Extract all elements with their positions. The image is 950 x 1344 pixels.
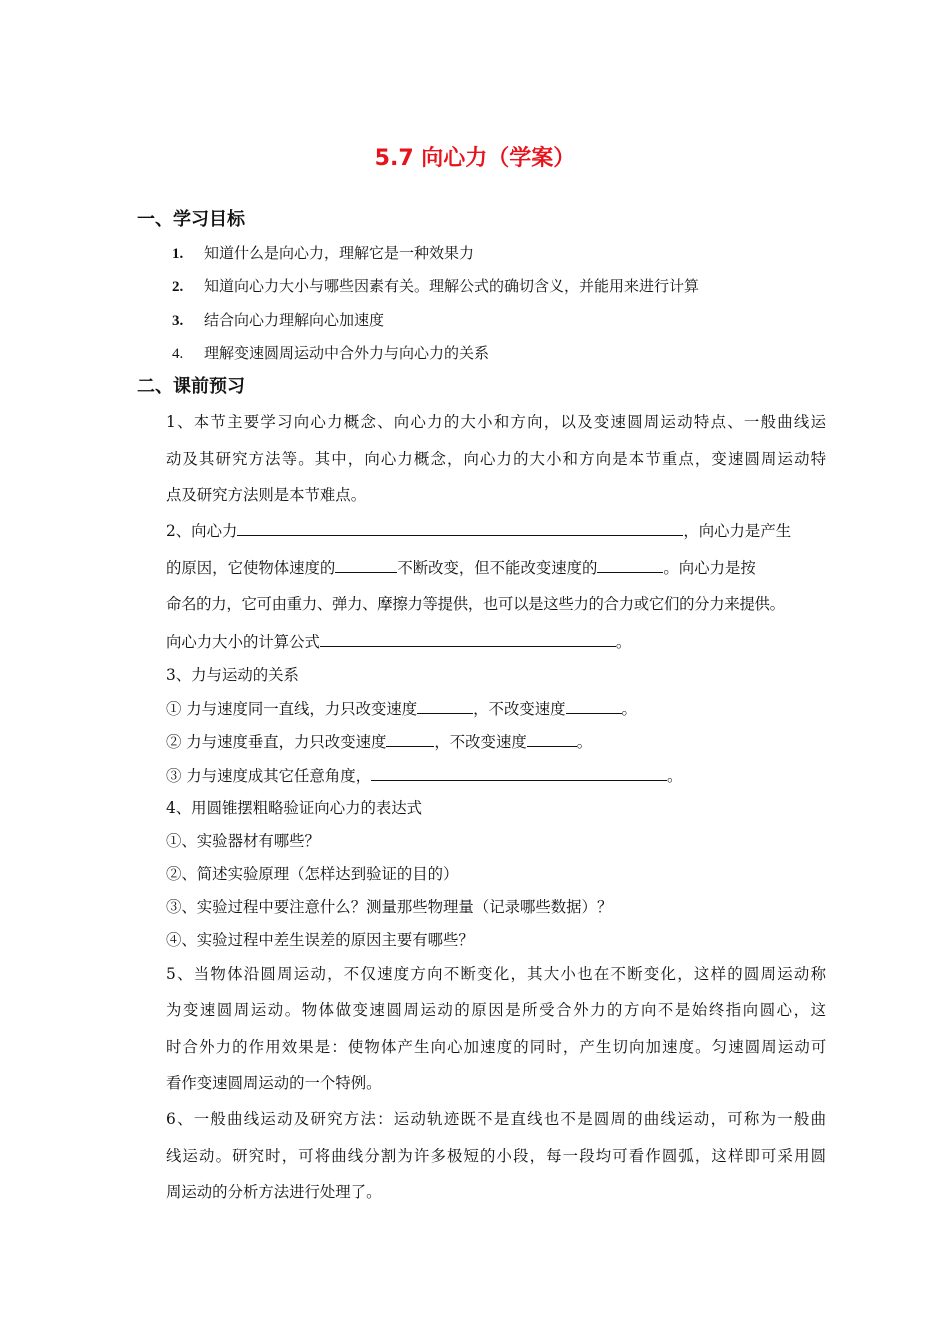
paragraph-line: ②、简述实验原理（怎样达到验证的目的） xyxy=(166,865,459,883)
paragraph-line: 3、力与运动的关系 xyxy=(166,666,299,684)
paragraph-line: 看作变速圆周运动的一个特例。 xyxy=(166,1074,382,1092)
fill-in-line xyxy=(166,630,826,653)
answer-blank[interactable] xyxy=(566,697,622,714)
objective-item xyxy=(172,242,474,265)
item-number: 3. xyxy=(172,313,184,329)
paragraph-line: 为变速圆周运动。物体做变速圆周运动的原因是所受合外力的方向不是始终指向圆心，这 xyxy=(166,1001,826,1019)
paragraph-line: 点及研究方法则是本节难点。 xyxy=(166,486,367,504)
item-text: 结合向心力理解向心加速度 xyxy=(204,311,385,329)
text-fragment: ② 力与速度垂直，力只改变速度 xyxy=(166,733,387,751)
paragraph-line: 6、一般曲线运动及研究方法：运动轨迹既不是直线也不是圆周的曲线运动，可称为一般曲 xyxy=(166,1110,826,1128)
answer-blank[interactable] xyxy=(417,697,473,714)
item-text: 理解变速圆周运动中合外力与向心力的关系 xyxy=(204,344,490,362)
paragraph-line: ①、实验器材有哪些？ xyxy=(166,832,320,850)
objective-item xyxy=(172,342,489,365)
paragraph-line: 5、当物体沿圆周运动，不仅速度方向不断变化，其大小也在不断变化，这样的圆周运动称 xyxy=(166,965,826,983)
fill-in-line xyxy=(166,556,826,579)
text-fragment: 的原因，它使物体速度的 xyxy=(166,559,336,577)
text-fragment: ，向心力是产生 xyxy=(683,522,792,540)
text-fragment: ，不改变速度 xyxy=(434,733,527,751)
item-text: 知道向心力大小与哪些因素有关。理解公式的确切含义，并能用来进行计算 xyxy=(204,277,700,295)
text-fragment: 。 xyxy=(621,700,637,718)
text-fragment: 不断改变，但不能改变速度的 xyxy=(397,559,598,577)
section-heading-objectives: 一、学习目标 xyxy=(137,209,245,230)
answer-blank[interactable] xyxy=(335,556,397,573)
paragraph-line: 1、本节主要学习向心力概念、向心力的大小和方向，以及变速圆周运动特点、一般曲线运 xyxy=(166,413,826,431)
text-fragment: 。 xyxy=(666,767,683,785)
fill-in-line xyxy=(166,697,826,720)
objective-item xyxy=(172,309,384,332)
text-fragment: 。 xyxy=(576,733,593,751)
fill-in-line xyxy=(166,764,826,787)
item-number: 2. xyxy=(172,279,184,295)
paragraph-line: 周运动的分析方法进行处理了。 xyxy=(166,1183,382,1201)
fill-in-line xyxy=(166,730,826,753)
text-fragment: 2、向心力 xyxy=(166,522,238,540)
answer-blank[interactable] xyxy=(527,730,577,747)
fill-in-line xyxy=(166,519,826,542)
page-title: 5.7 向心力（学案） xyxy=(374,146,576,171)
answer-blank[interactable] xyxy=(386,730,434,747)
text-fragment: ③ 力与速度成其它任意角度， xyxy=(166,767,371,785)
paragraph-line: ③、实验过程中要注意什么？测量那些物理量（记录哪些数据）？ xyxy=(166,898,613,916)
answer-blank[interactable] xyxy=(371,764,667,781)
text-fragment: 。 xyxy=(615,633,632,651)
objective-item xyxy=(172,275,699,298)
section-heading-preview: 二、课前预习 xyxy=(137,376,245,397)
paragraph-line: 线运动。研究时，可将曲线分割为许多极短的小段，每一段均可看作圆弧，这样即可采用圆 xyxy=(166,1147,826,1165)
item-text: 知道什么是向心力，理解它是一种效果力 xyxy=(204,244,475,262)
paragraph-line: 时合外力的作用效果是：使物体产生向心加速度的同时，产生切向加速度。匀速圆周运动可 xyxy=(166,1038,826,1056)
paragraph-line: 命名的力，它可由重力、弹力、摩擦力等提供，也可以是这些力的合力或它们的分力来提供。 xyxy=(166,595,785,613)
item-number: 1. xyxy=(172,246,184,262)
answer-blank[interactable] xyxy=(237,519,683,536)
answer-blank[interactable] xyxy=(320,630,616,647)
paragraph-line: 动及其研究方法等。其中，向心力概念，向心力的大小和方向是本节重点，变速圆周运动特 xyxy=(166,450,826,468)
paragraph-line: 4、用圆锥摆粗略验证向心力的表达式 xyxy=(166,799,423,817)
item-number: 4. xyxy=(172,346,184,362)
answer-blank[interactable] xyxy=(597,556,663,573)
paragraph-line: ④、实验过程中差生误差的原因主要有哪些？ xyxy=(166,931,474,949)
text-fragment: 。向心力是按 xyxy=(663,559,756,577)
text-fragment: 向心力大小的计算公式 xyxy=(166,633,320,651)
text-fragment: ① 力与速度同一直线，力只改变速度 xyxy=(166,700,418,718)
text-fragment: ，不改变速度 xyxy=(473,700,566,718)
